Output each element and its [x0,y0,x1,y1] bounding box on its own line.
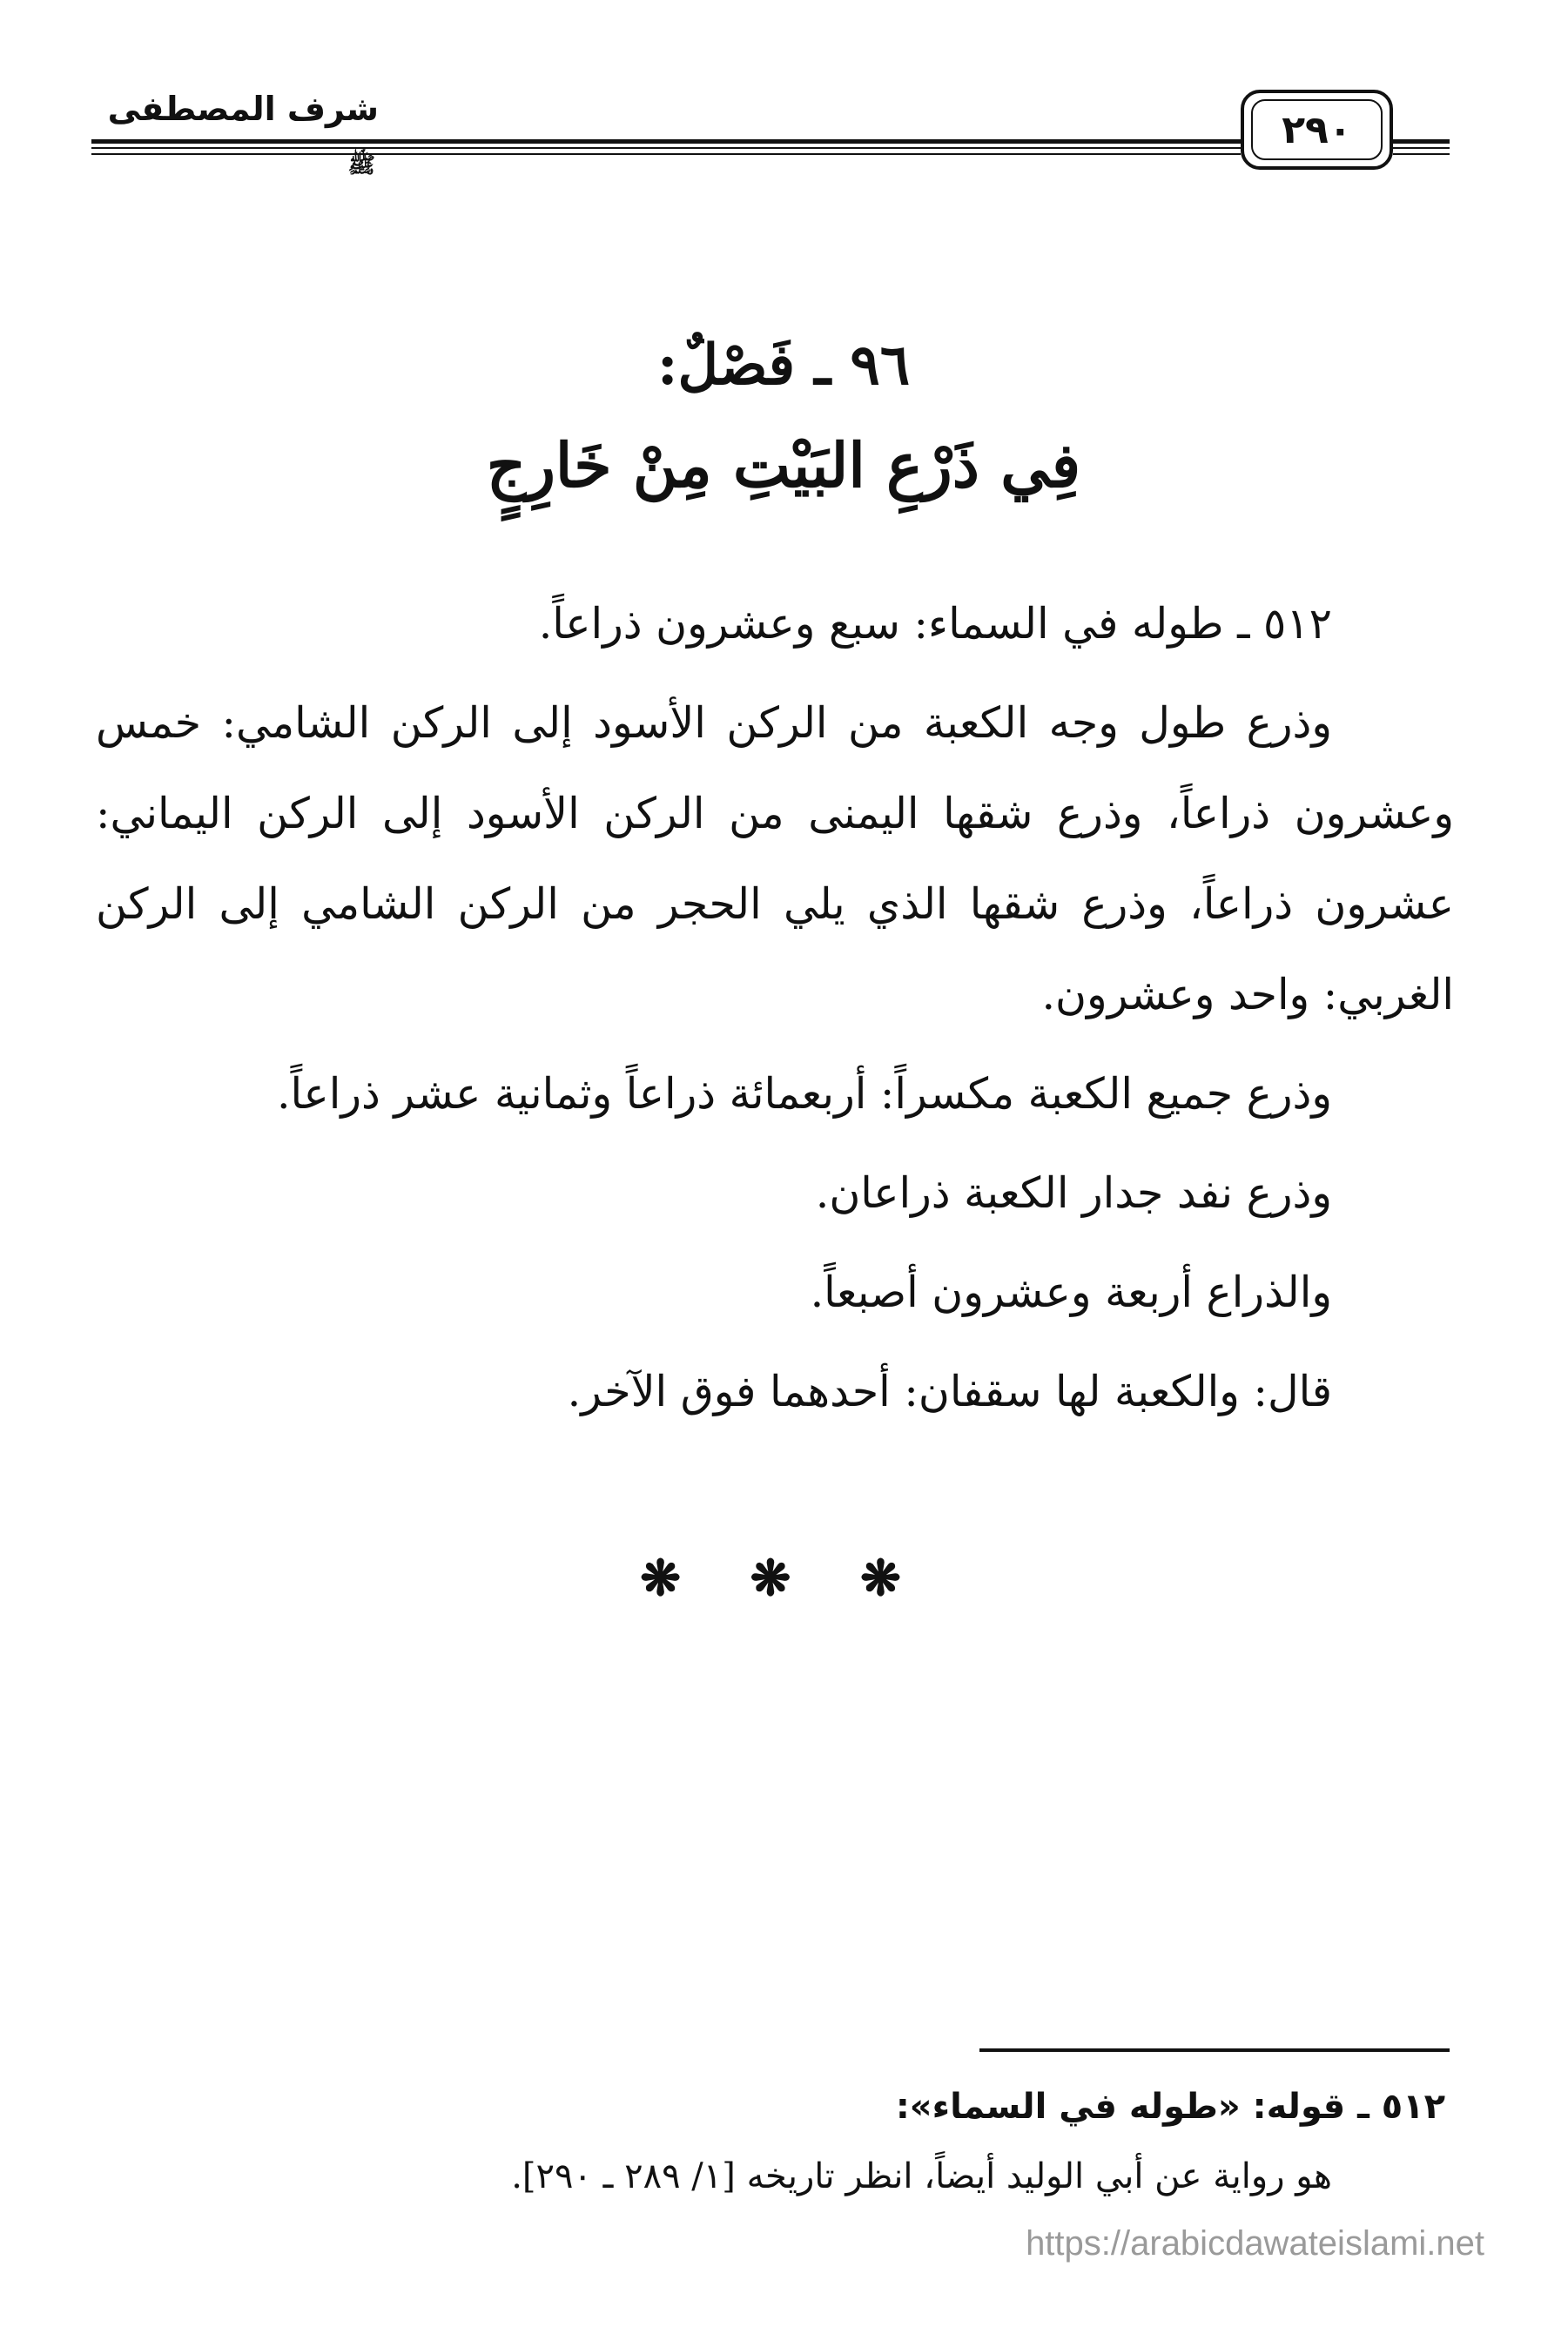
footnotes [261,2072,1445,2211]
running-header [0,0,1568,178]
header-rule [91,139,1241,144]
book-title [83,83,379,178]
body-text [96,579,1454,1437]
paragraph: وذرع جميع الكعبة مكسراً: أربعمائة ذراعاً وثمانية عشر ذراعاً. [276,1069,1332,1119]
page-number: ٢٩٠ [1251,99,1383,160]
chapter-subtitle: فِي ذَرْعِ البَيْتِ مِنْ خَارِجٍ [486,429,1081,501]
paragraph: وذرع نفد جدار الكعبة ذراعان. [815,1168,1332,1218]
paragraph: وذرع طول وجه الكعبة من الركن الأسود إلى الركن الشامي: خمس وعشرون ذراعاً، وذرع شقها اليمنى من الركن الأسود إلى الركن اليماني: عشرون ذراعاً، وذرع شقها الذي يلي الحجر من الركن الشامي إلى الركن الغربي: واحد وعشرون. [96,698,1454,1019]
section-separator: ❋ ❋ ❋ [640,1550,927,1607]
chapter-heading [261,322,1306,522]
footnote-rule [979,2048,1450,2052]
paragraph: قال: والكعبة لها سقفان: أحدهما فوق الآخر. [567,1367,1332,1416]
salawat-symbol: ﷺ [347,152,375,178]
chapter-number-line: ٩٦ ـ فَصْلٌ: [656,333,911,398]
watermark-url: https://arabicdawateislami.net [1026,2224,1484,2263]
header-rule [1393,153,1450,155]
header-rule [91,147,1241,149]
book-title-text: شرف المصطفى [107,90,379,128]
footnote-heading: ٥١٢ ـ قوله: «طوله في السماء»: [895,2087,1445,2127]
header-rule [91,153,1241,155]
header-rule [1393,147,1450,149]
page-number-frame [1241,90,1393,170]
paragraph: ٥١٢ ـ طوله في السماء: سبع وعشرون ذراعاً. [538,599,1332,649]
header-rule [1393,139,1450,144]
footnote-body: هو رواية عن أبي الوليد أيضاً، انظر تاريخه [١/ ٢٨٩ ـ ٢٩٠]. [511,2156,1332,2196]
paragraph: والذراع أربعة وعشرون أصبعاً. [810,1268,1332,1317]
